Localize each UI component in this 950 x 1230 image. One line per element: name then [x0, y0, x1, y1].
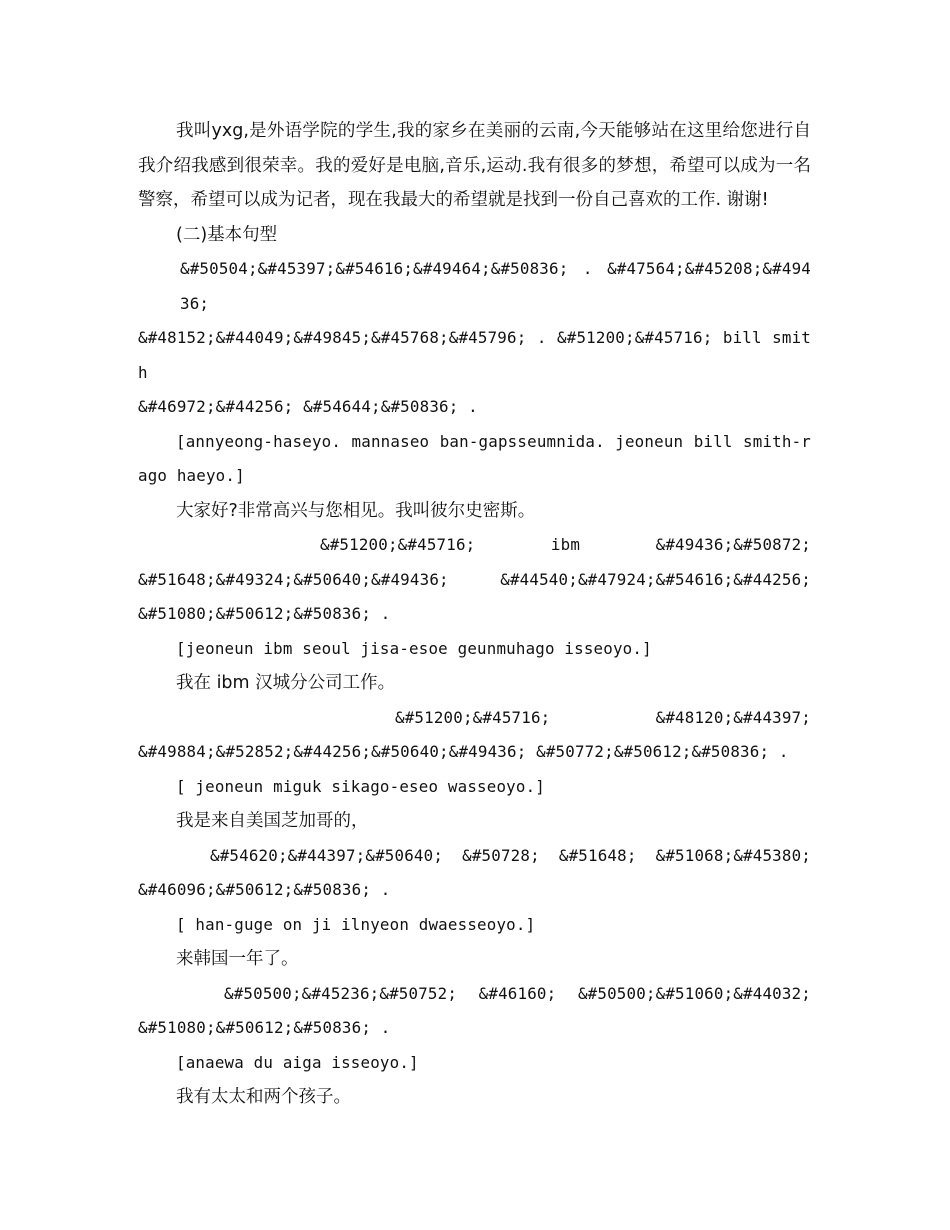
- section-heading: (二)基本句型: [176, 224, 278, 245]
- korean-text-line: &#51200;&#45716; &#48120;&#44397;: [395, 707, 811, 727]
- korean-text-line: &#49884;&#52852;&#44256;&#50640;&#49436; &#50772;&#50612;&#50836; .: [138, 742, 789, 761]
- romanization-text: [ jeoneun miguk sikago-eseo wasseoyo.]: [176, 776, 545, 796]
- korean-text-line: &#46096;&#50612;&#50836; .: [138, 880, 391, 899]
- chinese-translation: 我在 ibm 汉城分公司工作。: [176, 673, 396, 693]
- korean-text-line: &#50500;&#45236;&#50752; &#46160; &#50500;&#51060;&#44032;: [224, 983, 811, 1003]
- korean-text-line: &#51080;&#50612;&#50836; .: [138, 604, 391, 623]
- korean-text-line: &#48152;&#44049;&#49845;&#45768;&#45796; . &#51200;&#45716; bill smith: [138, 328, 811, 382]
- korean-text-line: &#50504;&#45397;&#54616;&#49464;&#50836; . &#47564;&#45208;&#49436;: [180, 259, 811, 313]
- sentence-block: [138, 701, 811, 839]
- sentence-block: [138, 839, 811, 977]
- intro-paragraph: 我叫yxg,是外语学院的学生,我的家乡在美丽的云南,今天能够站在这里给您进行自我介绍我感到很荣幸。我的爱好是电脑,音乐,运动.我有很多的梦想，希望可以成为一名警察，希望可以成为记者，现在我最大的希望就是找到一份自己喜欢的工作. 谢谢!: [138, 121, 811, 210]
- romanization-text: [anaewa du aiga isseoyo.]: [176, 1052, 419, 1072]
- sentence-block: [138, 528, 811, 701]
- chinese-translation: 我是来自美国芝加哥的，: [176, 811, 369, 831]
- romanization-text: [ han-guge on ji ilnyeon dwaesseoyo.]: [176, 914, 536, 934]
- chinese-translation: 来韩国一年了。: [176, 949, 299, 969]
- korean-text-line: &#54620;&#44397;&#50640; &#50728; &#51648; &#51068;&#45380;: [210, 845, 811, 865]
- romanization-text: [annyeong-haseyo. mannaseo ban-gapsseumnida. jeoneun bill smith-rago haeyo.]: [138, 431, 811, 485]
- korean-text-line: &#51648;&#49324;&#50640;&#49436; &#44540;&#47924;&#54616;&#44256;: [138, 569, 811, 589]
- korean-text-line: &#51080;&#50612;&#50836; .: [138, 1018, 391, 1037]
- sentence-block: [138, 252, 811, 528]
- sentence-block: [138, 977, 811, 1115]
- chinese-translation: 我有太太和两个孩子。: [176, 1087, 351, 1107]
- document-page: [138, 114, 811, 1115]
- korean-text-line: &#46972;&#44256; &#54644;&#50836; .: [138, 397, 478, 416]
- chinese-translation: 大家好?非常高兴与您相见。我叫彼尔史密斯。: [176, 500, 536, 521]
- romanization-text: [jeoneun ibm seoul jisa-esoe geunmuhago isseoyo.]: [176, 638, 652, 658]
- korean-text-line: &#51200;&#45716; ibm &#49436;&#50872;: [320, 535, 811, 554]
